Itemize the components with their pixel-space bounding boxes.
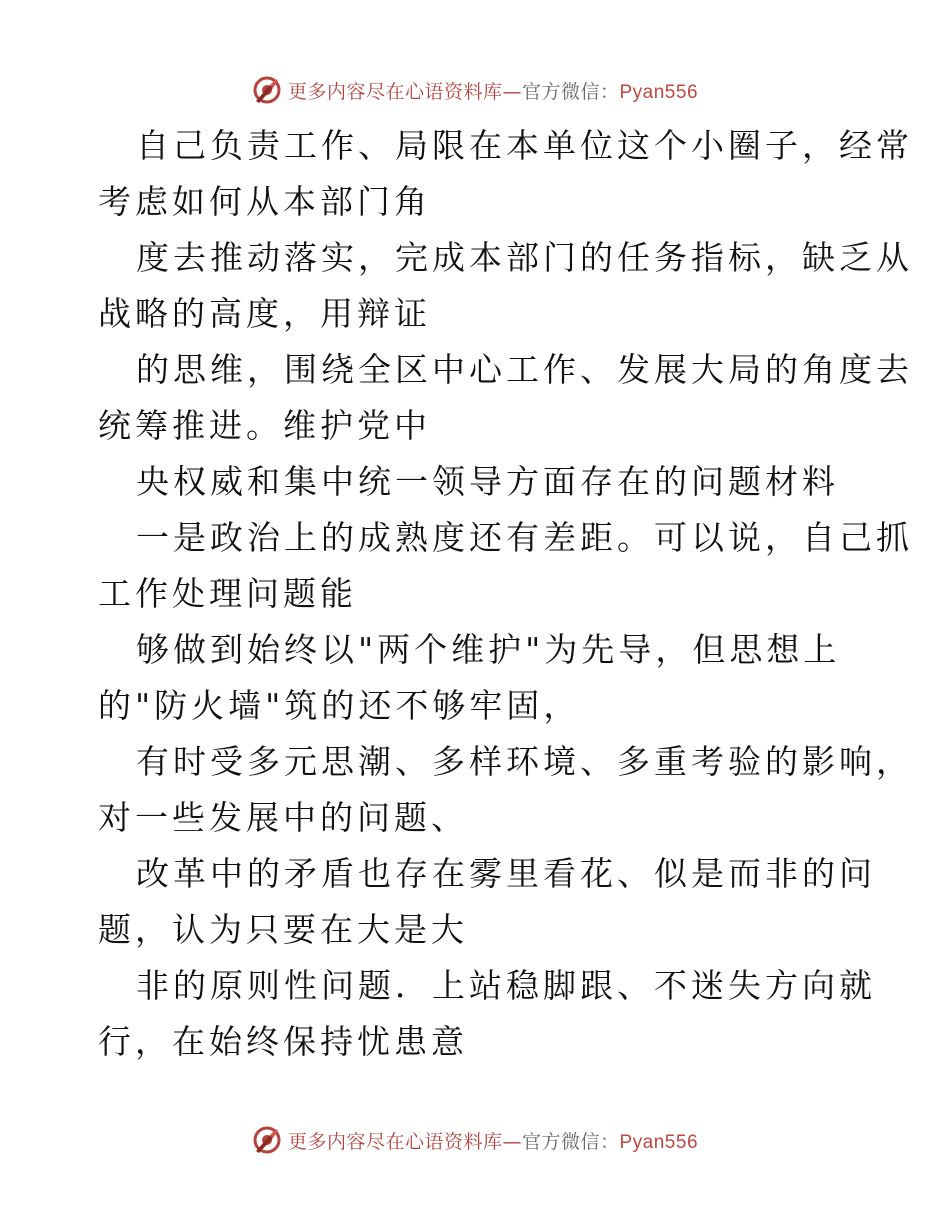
text-line: 题，认为只要在大是大	[98, 910, 468, 949]
paragraph	[98, 230, 913, 342]
wechat-label: 官方微信：	[521, 1130, 620, 1153]
text-line: 考虑如何从本部门角	[98, 182, 431, 221]
text-line: 行，在始终保持忧患意	[98, 1022, 468, 1061]
paragraph	[98, 342, 913, 454]
separator: —	[502, 1130, 522, 1153]
text-line: 央权威和集中统一领导方面存在的问题材料	[136, 462, 839, 501]
wechat-label: 官方微信：	[521, 80, 620, 103]
text-line: 自己负责工作、局限在本单位这个小圈子，经常	[136, 126, 913, 165]
text-line: 统筹推进。维护党中	[98, 406, 431, 445]
brand-text: 更多内容尽在心语资料库	[287, 80, 503, 103]
text-line: 的"防火墙"筑的还不够牢固，	[98, 686, 581, 725]
text-line: 度去推动落实，完成本部门的任务指标，缺乏从	[136, 238, 913, 277]
paragraph	[98, 958, 876, 1070]
pen-circle-logo-icon	[252, 75, 282, 105]
wechat-id: Pyan556	[619, 1131, 699, 1153]
text-line: 工作处理问题能	[98, 574, 357, 613]
paragraph	[98, 454, 858, 510]
footer-banner	[0, 1120, 950, 1160]
paragraph	[98, 118, 913, 230]
text-line: 改革中的矛盾也存在雾里看花、似是而非的问	[136, 854, 876, 893]
brand-text: 更多内容尽在心语资料库	[287, 1130, 503, 1153]
paragraph	[98, 622, 858, 734]
footer-banner-text	[288, 1127, 698, 1154]
wechat-id: Pyan556	[619, 81, 699, 103]
text-line: 的思维，围绕全区中心工作、发展大局的角度去	[136, 350, 913, 389]
paragraph	[98, 510, 913, 622]
text-line: 战略的高度，用辩证	[98, 294, 431, 333]
text-line: 对一些发展中的问题、	[98, 798, 468, 837]
header-banner-text	[288, 77, 698, 104]
paragraph	[98, 734, 913, 846]
document-body	[98, 118, 913, 1070]
header-banner	[0, 70, 950, 110]
pen-circle-logo-icon	[252, 1125, 282, 1155]
text-line: 一是政治上的成熟度还有差距。可以说，自己抓	[136, 518, 913, 557]
text-line: 够做到始终以"两个维护"为先导，但思想上	[136, 630, 841, 669]
text-line: 非的原则性问题．上站稳脚跟、不迷失方向就	[136, 966, 876, 1005]
text-line: 有时受多元思潮、多样环境、多重考验的影响，	[136, 742, 913, 781]
separator: —	[502, 80, 522, 103]
paragraph	[98, 846, 876, 958]
